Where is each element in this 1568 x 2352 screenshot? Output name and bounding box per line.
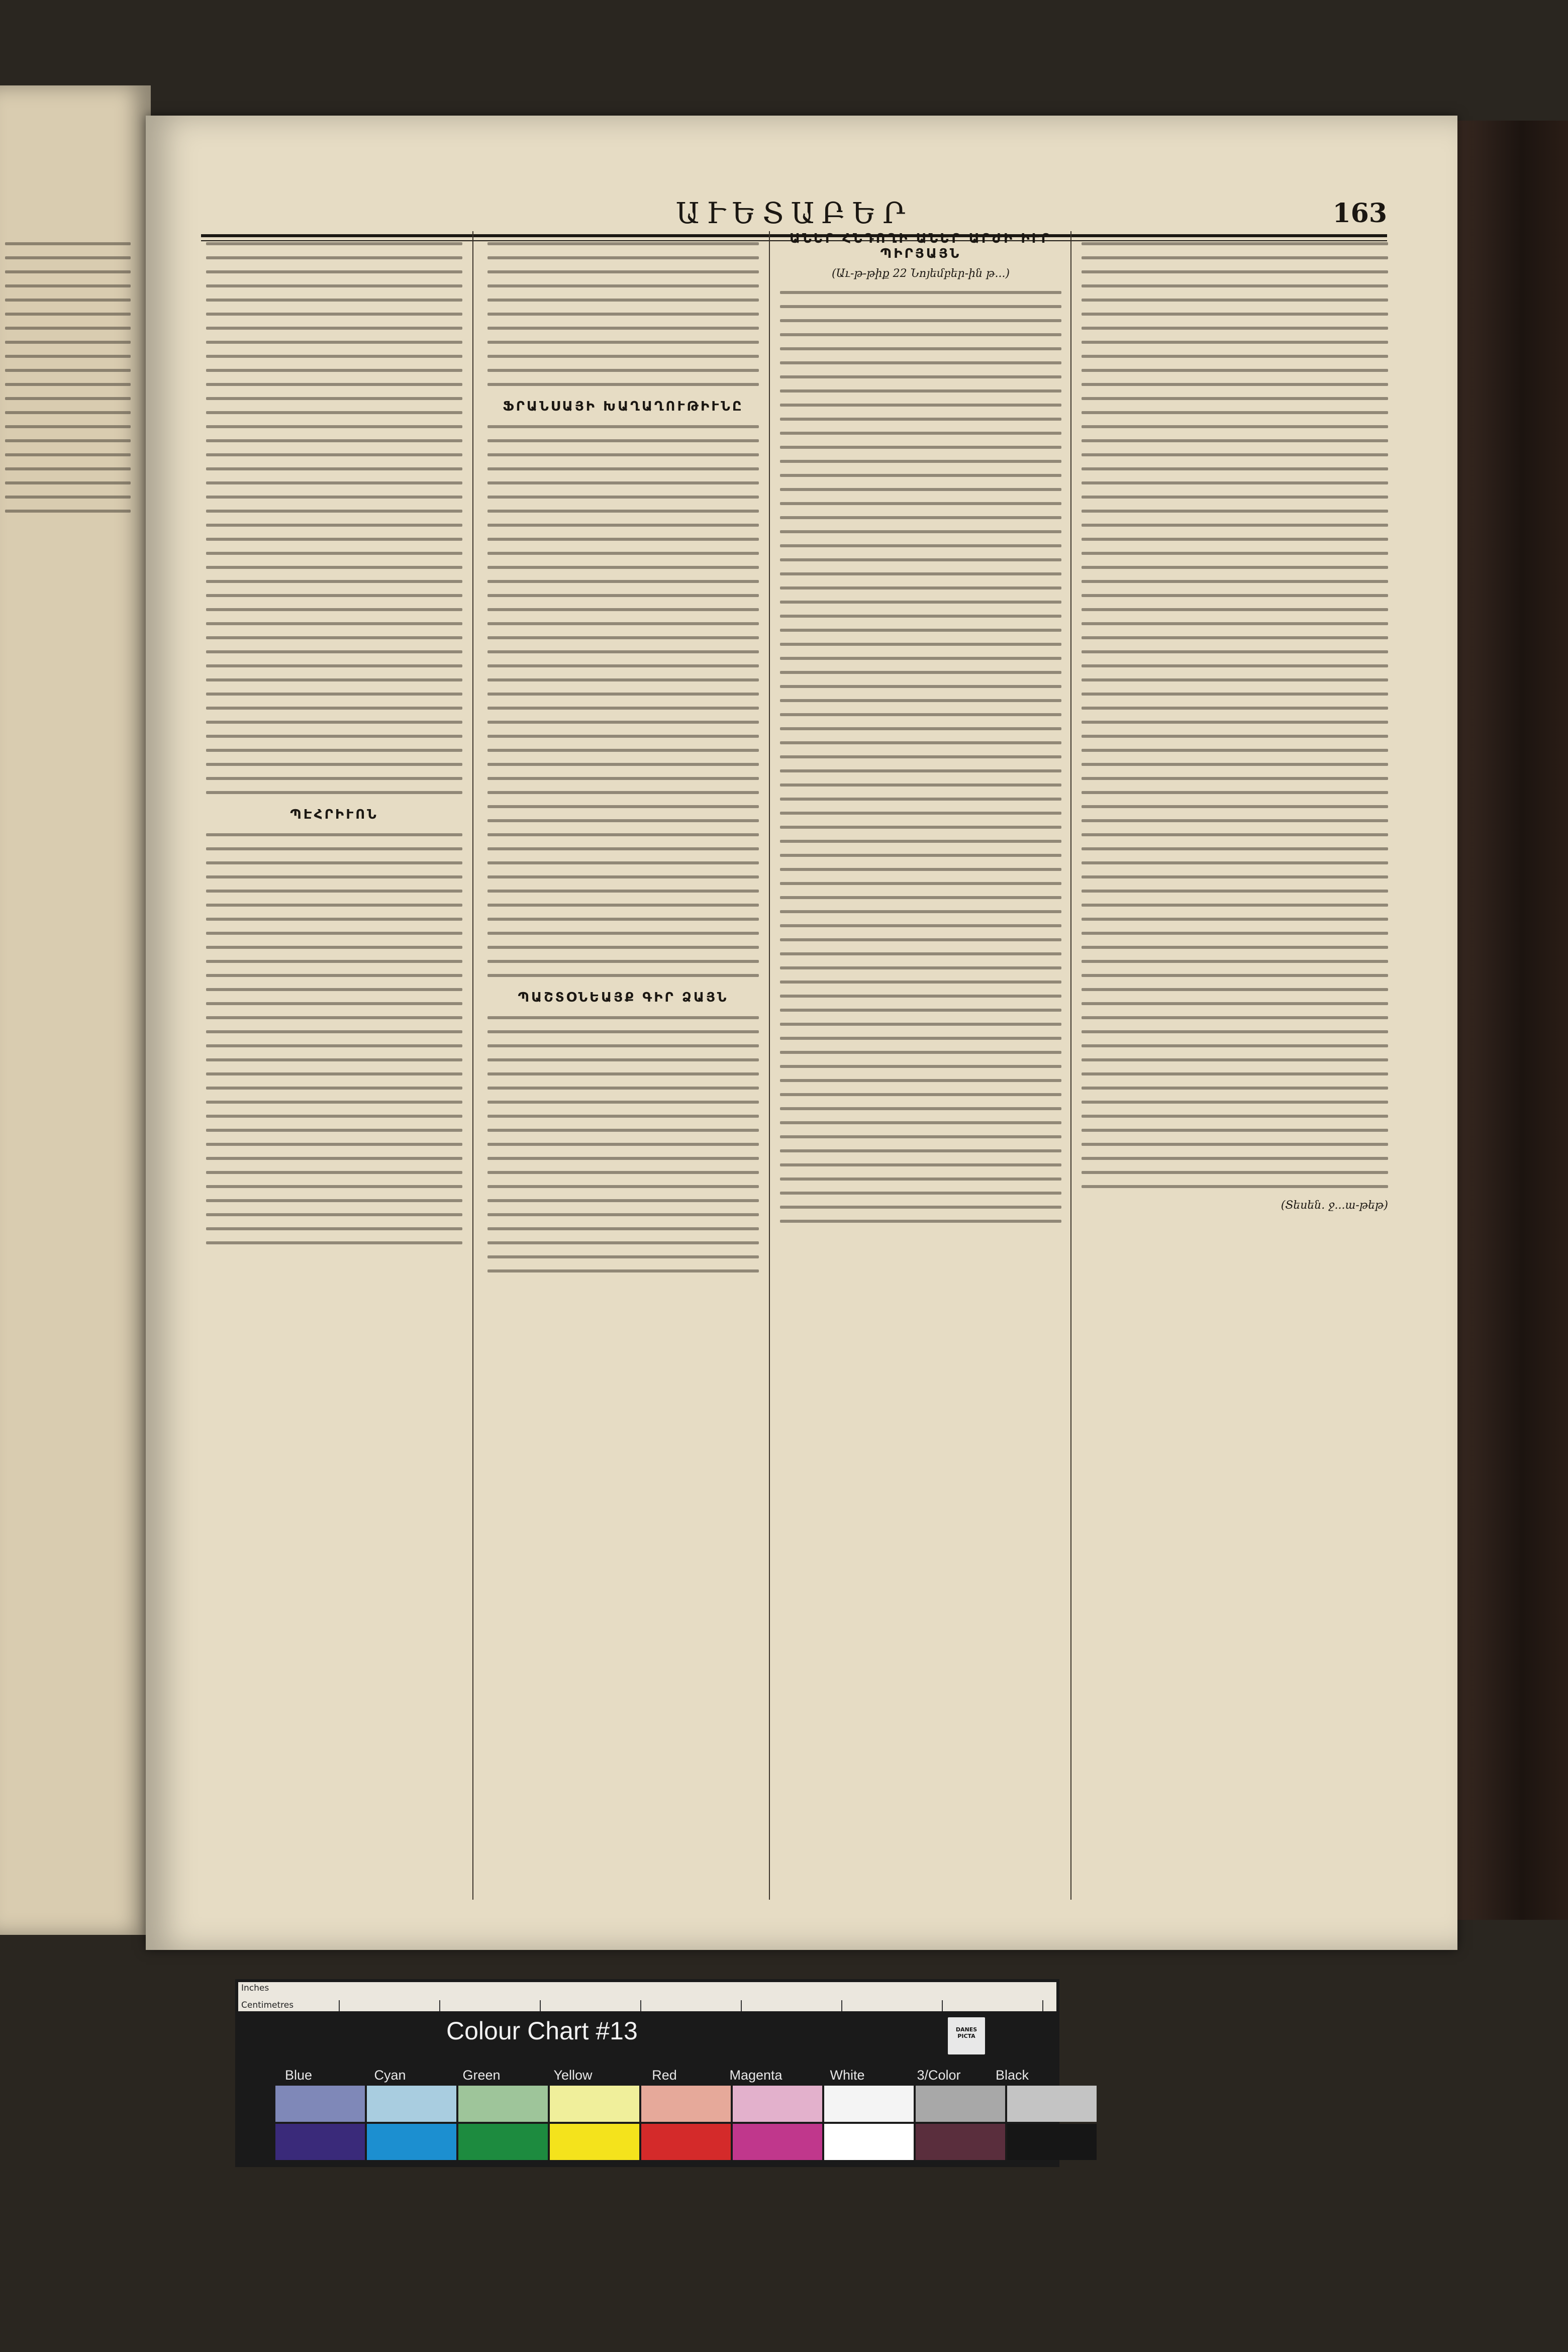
patch-label-yellow: Yellow [553,2068,593,2083]
patch-top-0 [275,2086,365,2122]
patch-label-blue: Blue [284,2068,313,2083]
patch-bottom-8 [1007,2124,1097,2160]
continued-note: (Տեսեն. ջ...ա-թեթ) [1281,1199,1388,1212]
ruler [238,1982,1056,2011]
patch-label-green: Green [462,2068,501,2083]
section-subheading-sermon: (Աւ-թ-թիք 22 Նոյեմբեր-ին թ...) [831,267,1010,280]
section-heading-france: ՖՐԱՆՍԱՅԻ ԽԱՂԱՂՈՒԹԻՒՆԸ [503,399,744,414]
patch-top-8 [1007,2086,1097,2122]
ruler-inches-label: Inches [241,1983,269,1993]
patch-top-7 [916,2086,1005,2122]
column-2 [487,231,759,1890]
patch-bottom-3 [550,2124,639,2160]
patch-bottom-0 [275,2124,365,2160]
column-separator-3 [1070,231,1071,1900]
column-3 [780,231,1061,1890]
patch-top-3 [550,2086,639,2122]
patch-label-3color: 3/Color [917,2068,961,2083]
patch-label-magenta: Magenta [729,2068,782,2083]
colour-patches [275,2086,1059,2161]
facing-page-text [5,231,131,524]
patch-labels [258,2068,1042,2084]
patch-bottom-4 [641,2124,731,2160]
column-separator-1 [472,231,473,1900]
patch-bottom-7 [916,2124,1005,2160]
facing-page-edge [0,85,151,1935]
book-spine [1452,121,1568,1920]
colour-chart [235,1979,1059,2167]
patch-top-4 [641,2086,731,2122]
danes-picta-logo [948,2017,985,2054]
column-1 [206,231,462,1890]
patch-label-black: Black [995,2068,1029,2083]
section-heading-serial: ՊԷՀՐԻՒՈՆ [290,807,378,822]
logo-text: DANES PICTA [955,2026,977,2039]
patch-bottom-2 [458,2124,548,2160]
patch-top-1 [367,2086,456,2122]
patch-label-white: White [830,2068,865,2083]
patch-bottom-1 [367,2124,456,2160]
ruler-centimetres-label: Centimetres [241,2000,294,2010]
patch-top-5 [733,2086,822,2122]
patch-label-cyan: Cyan [374,2068,406,2083]
section-heading-sermon: ԱՆԵՐ ՀՆԴՈՂԻ ԱՆԵՐ ԱՐԺԻ ԻՒՐ ՊԻՐՅԱՅՆ [790,231,1052,261]
section-heading-officials: ՊԱՇՏՕՆԵԱՅՔ ԳԻՐ ՁԱՅՆ [518,990,729,1005]
page-number: 163 [1332,198,1387,229]
chart-title: Colour Chart #13 [446,2017,638,2045]
patch-bottom-6 [824,2124,914,2160]
periodical-title: ԱՒԵՏԱԲԵՐ [675,196,913,230]
patch-top-2 [458,2086,548,2122]
column-4 [1082,231,1388,1890]
newspaper-page [146,116,1457,1950]
column-separator-2 [769,231,770,1900]
patch-bottom-5 [733,2124,822,2160]
patch-top-6 [824,2086,914,2122]
patch-label-red: Red [652,2068,677,2083]
